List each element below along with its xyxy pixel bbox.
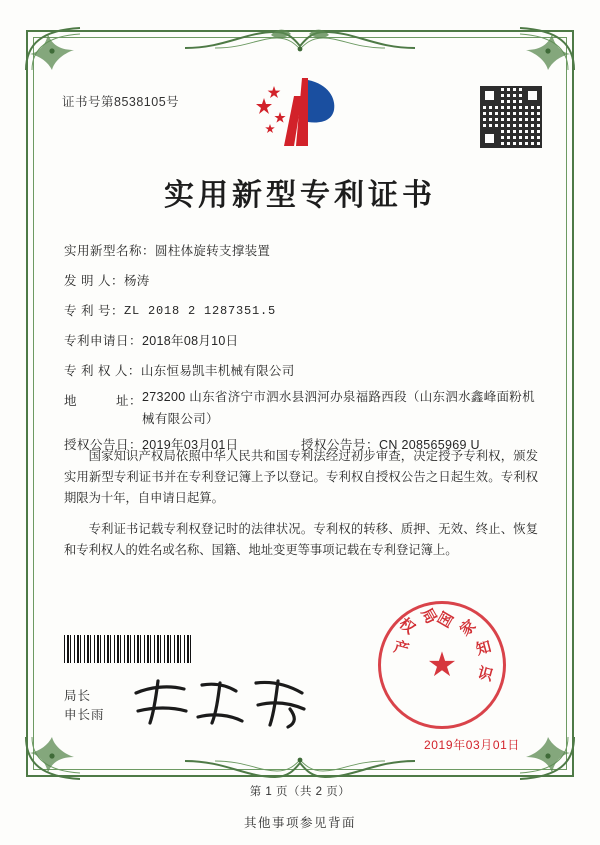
seal-date: 2019年03月01日 [424, 738, 520, 752]
field-value: 山东恒易凯丰机械有限公司 [140, 364, 295, 378]
qr-code-icon [480, 86, 542, 148]
field-value: CN 208565969 U [379, 438, 480, 452]
seal-char: 知 [474, 637, 494, 659]
certificate-content [56, 66, 544, 759]
field-label: 专 利 号： [64, 304, 124, 318]
director-name: 申长雨 [64, 708, 105, 722]
field-label: 专 利 权 人： [64, 364, 141, 378]
seal-char: 权 [395, 614, 419, 638]
patent-office-logo-icon [250, 72, 350, 156]
legal-paragraph-2: 专利证书记载专利权登记时的法律状况。专利权的转移、质押、无效、终止、恢复和专利权人的姓名或名称、国籍、地址变更等事项记载在专利登记簿上。 [64, 522, 538, 557]
field-patent-number [64, 296, 538, 326]
seal-char: 国 [434, 608, 458, 631]
footer-note: 其他事项参见背面 [243, 816, 356, 830]
field-value: 杨涛 [123, 274, 150, 288]
field-value: 273200 山东省济宁市泗水县泗河办泉福路西段（山东泗水鑫峰面粉机械有限公司） [142, 390, 535, 426]
field-value: 圆柱体旋转支撑装置 [155, 244, 271, 258]
field-label: 授权公告号： [301, 438, 380, 452]
director-signature-block [64, 687, 105, 725]
handwritten-signature-icon [128, 673, 318, 729]
certificate-number: 证书号第8538105号 [62, 95, 180, 109]
seal-char: 产 [391, 637, 411, 659]
top-flourish-icon [185, 22, 415, 56]
field-list [64, 236, 538, 460]
legal-text [64, 446, 538, 571]
field-label: 地 址： [64, 394, 143, 408]
seal-char: 局 [417, 604, 441, 627]
official-red-seal-icon [378, 601, 506, 729]
field-label: 发 明 人： [64, 274, 124, 288]
seal-char: 家 [456, 616, 480, 640]
page-title: 实用新型专利证书 [164, 178, 436, 213]
field-label: 授权公告日： [64, 438, 143, 452]
field-label: 实用新型名称： [64, 244, 156, 258]
field-value: ZL 2018 2 1287351.5 [123, 304, 276, 318]
field-value: 2019年03月01日 [142, 438, 239, 452]
field-inventor [64, 266, 538, 296]
field-label: 专利申请日： [64, 334, 143, 348]
field-address [64, 386, 538, 430]
barcode-icon [64, 635, 192, 663]
field-application-date [64, 326, 538, 356]
page-number: 第 1 页（共 2 页） [249, 786, 351, 798]
field-patentee [64, 356, 538, 386]
national-emblem-icon: ★ [426, 646, 458, 684]
seal-char: 识 [475, 663, 495, 685]
legal-paragraph-1: 国家知识产权局依照中华人民共和国专利法经过初步审查，决定授予专利权，颁发实用新型专利证书并在专利登记簿上予以登记。专利权自授权公告之日起生效。专利权期限为十年，自申请日起算。 [64, 449, 538, 505]
field-value: 2018年08月10日 [142, 334, 239, 348]
field-utility-model-name [64, 236, 538, 266]
director-label: 局长 [64, 689, 92, 703]
